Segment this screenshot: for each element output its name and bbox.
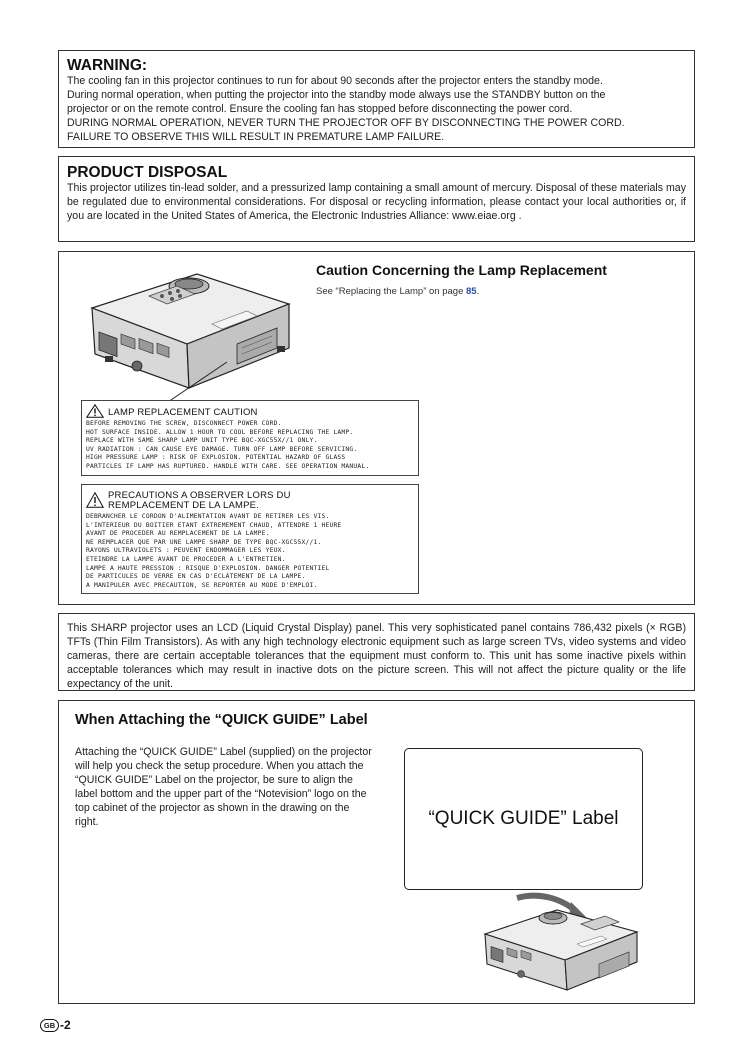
page-number: -2 (60, 1018, 71, 1032)
warning-line-1: The cooling fan in this projector continues to run for about 90 seconds after the projector enters the standby mode. (67, 75, 603, 87)
projector-with-label-illustration (477, 886, 647, 996)
quick-guide-label-frame (404, 748, 643, 890)
lamp-caution-fr-heading: PRECAUTIONS A OBSERVER LORS DU REMPLACEMENT DE LA LAMPE. (108, 490, 291, 511)
projector-illustration (77, 266, 307, 416)
quick-guide-text: Attaching the “QUICK GUIDE” Label (supplied) on the projector will help you check the setup procedure. When you attach the “QUICK GUIDE” Label on the projector, be sure to align the label bottom and the upper part of the “Notevision” logo on the top cabinet of the projector as shown in the drawing on the right. (75, 746, 372, 828)
warning-triangle-icon (86, 492, 104, 508)
lcd-panel-note-text: This SHARP projector uses an LCD (Liquid Crystal Display) panel. This very sophisticated panel contains 786,432 pixels (× RGB) TFTs (Thin Film Transistors). As with any high technology electronic equipment such as large screen TVs, video systems and video cameras, there are certain acceptable tolerances that the equipment must conform to. This unit has some inactive pixels within acceptable tolerances which may result in inactive dots on the picture screen. This will not affect the picture quality or the life expectancy of the unit. (67, 622, 686, 690)
region-badge: GB (40, 1019, 59, 1032)
lamp-caution-en-line-2: HOT SURFACE INSIDE. ALLOW 1 HOUR TO COOL BEFORE REPLACING THE LAMP. (86, 428, 354, 436)
lamp-caution-en-heading: LAMP REPLACEMENT CAUTION (108, 407, 258, 418)
warning-line-2: During normal operation, when putting the projector into the standby mode always use the STANDBY button on the (67, 88, 606, 101)
page-footer (40, 1018, 71, 1032)
lamp-see-text: See “Replacing the Lamp” on page (316, 286, 466, 297)
lamp-caution-en-line-5: HIGH PRESSURE LAMP : RISK OF EXPLOSION. POTENTIAL HAZARD OF GLASS (86, 454, 346, 462)
warning-triangle-icon (86, 404, 104, 418)
lamp-caution-fr-line-5: RAYONS ULTRAVIOLETS : PEUVENT ENDOMMAGER LES YEUX. (86, 547, 286, 555)
product-disposal-box (58, 156, 695, 242)
lamp-caution-title: Caution Concerning the Lamp Replacement (316, 262, 607, 278)
page-85-link[interactable]: 85 (466, 286, 477, 297)
lamp-see-suffix: . (476, 286, 480, 297)
lamp-caution-label-english (81, 400, 419, 476)
lamp-caution-en-line-1: BEFORE REMOVING THE SCREW, DISCONNECT POWER CORD. (86, 420, 282, 427)
warning-line-4: DURING NORMAL OPERATION, NEVER TURN THE PROJECTOR OFF BY DISCONNECTING THE POWER CORD. (67, 116, 625, 129)
quick-guide-box (58, 700, 695, 1004)
product-disposal-title: PRODUCT DISPOSAL (67, 164, 228, 181)
lamp-caution-fr-line-3: AVANT DE PROCEDER AU REMPLACEMENT DE LA LAMPE. (86, 530, 270, 538)
lamp-caution-fr-line-2: L'INTERIEUR DU BOITIER ETANT EXTREMEMENT CHAUD, ATTENDRE 1 HEURE (86, 521, 342, 529)
warning-box (58, 50, 695, 148)
lamp-caution-fr-line-9: A MANIPULER AVEC PRECAUTION, SE REPORTER AU MODE D'EMPLOI. (86, 581, 318, 589)
quick-guide-title: When Attaching the “QUICK GUIDE” Label (75, 712, 368, 728)
lamp-caution-fr-line-4: NE REMPLACER QUE PAR UNE LAMPE SHARP DE TYPE BQC-XGC55X//1. (86, 538, 322, 546)
lamp-caution-en-line-3: REPLACE WITH SAME SHARP LAMP UNIT TYPE BQC-XGC55X//1 ONLY. (86, 437, 318, 445)
lamp-caution-fr-line-1: DEBRANCHER LE CORDON D'ALIMENTATION AVANT DE RETIRER LES VIS. (86, 513, 330, 520)
lamp-caution-en-line-6: PARTICLES IF LAMP HAS RUPTURED. HANDLE WITH CARE. SEE OPERATION MANUAL. (86, 462, 370, 470)
lamp-caution-box (58, 251, 695, 605)
product-disposal-text: This projector utilizes tin-lead solder, and a pressurized lamp containing a small amount of mercury. Disposal of these materials may be regulated due to environmental considerations. For disposal or recycling information, please contact your local authorities or, if you are located in the United States of America, the Electronic Industries Alliance: www.eiae.org . (67, 182, 686, 222)
lamp-caution-fr-line-6: ETEINDRE LA LAMPE AVANT DE PROCEDER A L'ENTRETIEN. (86, 555, 286, 563)
lcd-panel-note-box (58, 613, 695, 691)
warning-line-5: FAILURE TO OBSERVE THIS WILL RESULT IN PREMATURE LAMP FAILURE. (67, 130, 445, 143)
lamp-see-reference (316, 286, 479, 297)
warning-title: WARNING: (67, 57, 148, 74)
warning-line-3: projector or on the remote control. Ensure the cooling fan has stopped before disconnecting the power cord. (67, 102, 573, 115)
lamp-caution-fr-line-7: LAMPE A HAUTE PRESSION : RISQUE D'EXPLOSION. DANGER POTENTIEL (86, 564, 330, 572)
lamp-caution-label-french (81, 484, 419, 594)
quick-guide-label-text: “QUICK GUIDE” Label (428, 808, 619, 829)
lamp-caution-en-line-4: UV RADIATION : CAN CAUSE EYE DAMAGE. TURN OFF LAMP BEFORE SERVICING. (86, 445, 358, 453)
lamp-caution-fr-line-8: DE PARTICULES DE VERRE EN CAS D'ECLATEMENT DE LA LAMPE. (86, 573, 306, 581)
